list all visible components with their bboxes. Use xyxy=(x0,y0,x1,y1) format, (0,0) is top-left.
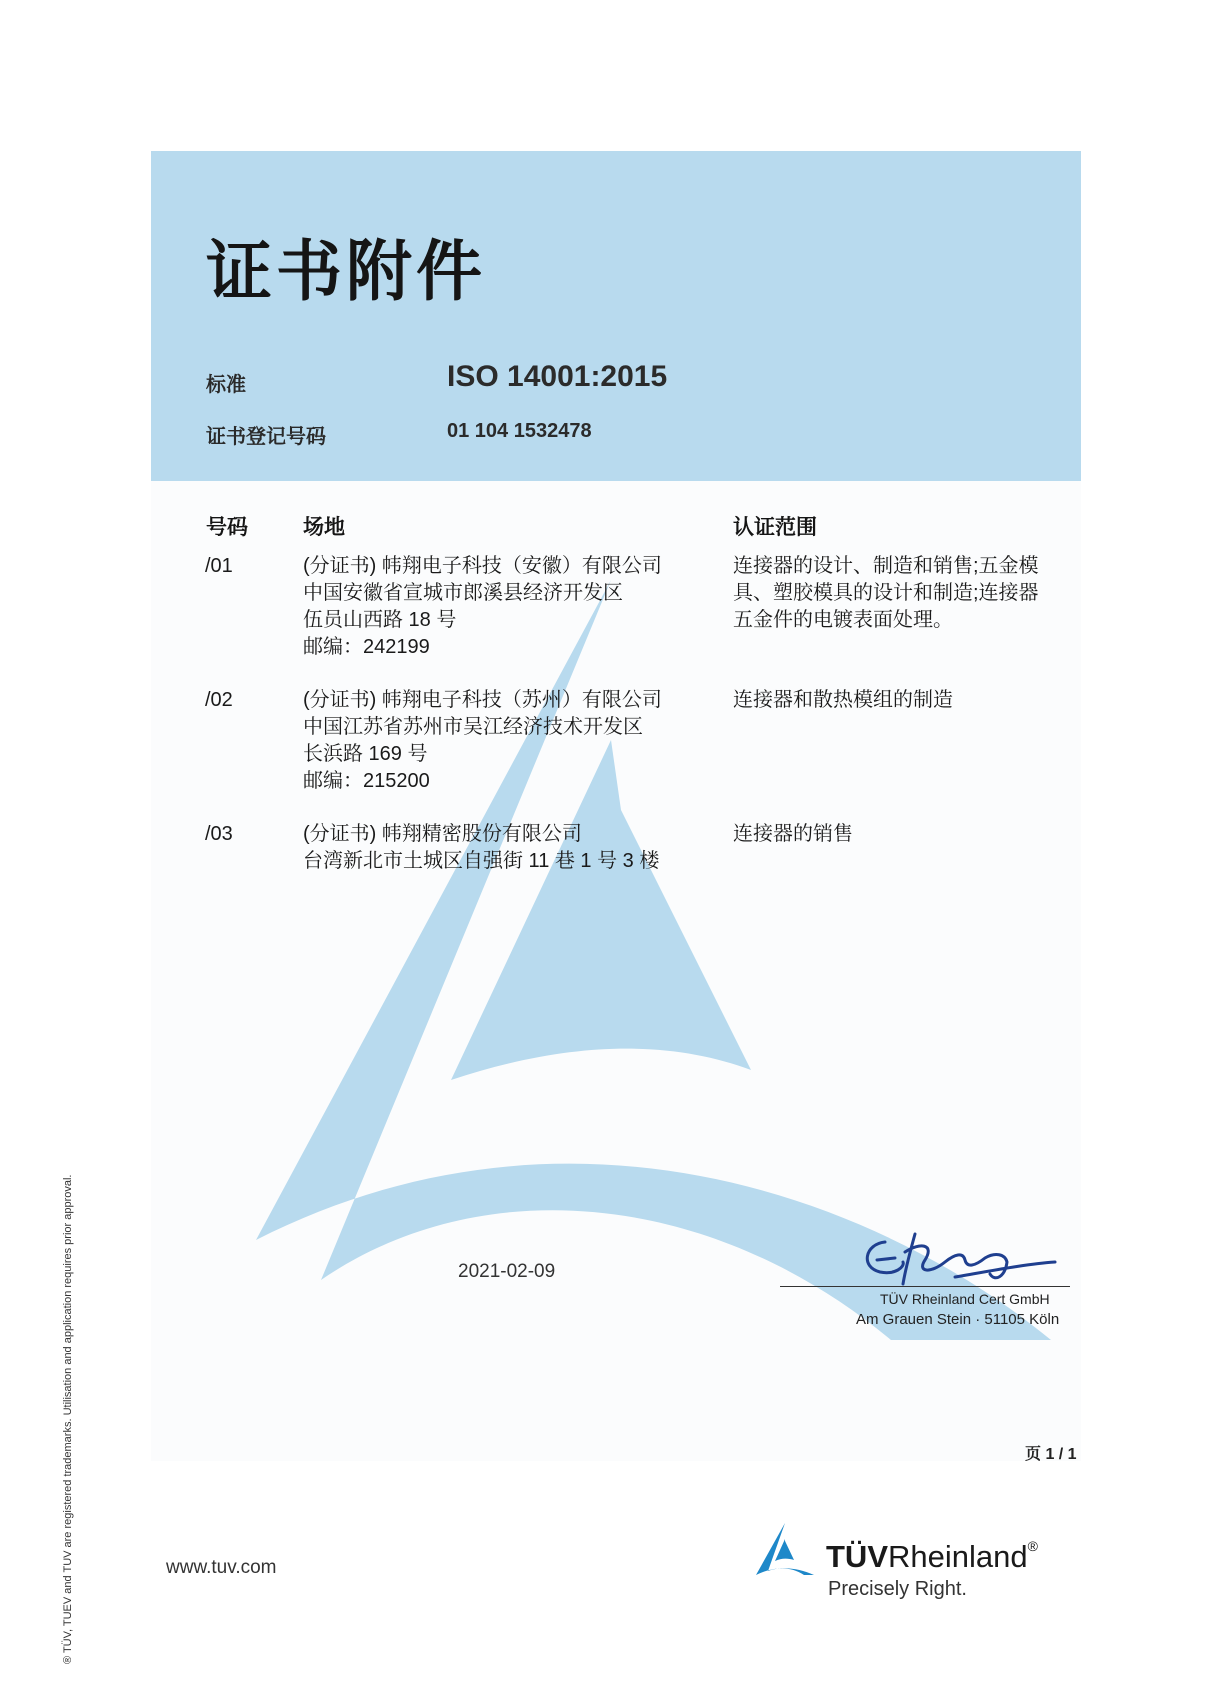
registration-label: 证书登记号码 xyxy=(206,426,326,448)
signature-line xyxy=(780,1286,1070,1287)
scope-text xyxy=(733,821,1073,848)
site-line: 伍员山西路 18 号 xyxy=(303,609,457,631)
registration-number: 01 104 1532478 xyxy=(447,420,592,442)
issuer-name: TÜV Rheinland Cert GmbH xyxy=(880,1291,1050,1307)
issue-date: 2021-02-09 xyxy=(458,1261,556,1282)
tuv-triangle-icon xyxy=(754,1521,816,1577)
scope-line: 具、塑胶模具的设计和制造;连接器 xyxy=(733,582,1039,604)
logo-tagline: Precisely Right. xyxy=(828,1578,967,1600)
scope-text xyxy=(733,553,1073,634)
column-header-site: 场地 xyxy=(303,516,345,539)
column-header-scope: 认证范围 xyxy=(733,516,817,539)
standard-value: ISO 14001:2015 xyxy=(447,360,668,393)
site-line: (分证书) 帏翔精密股份有限公司 xyxy=(303,823,582,845)
column-header-number: 号码 xyxy=(206,516,248,539)
row-number: /01 xyxy=(205,555,233,577)
site-line: 邮编：242199 xyxy=(303,636,430,658)
standard-label: 标准 xyxy=(206,374,246,396)
site-line: 邮编：215200 xyxy=(303,770,430,792)
site-line: 台湾新北市土城区自强街 11 巷 1 号 3 楼 xyxy=(303,850,660,872)
page-number: 页 1 / 1 xyxy=(1025,1446,1077,1463)
site-address xyxy=(303,821,703,875)
scope-line: 连接器的设计、制造和销售;五金模 xyxy=(733,555,1039,577)
scope-text xyxy=(733,687,1073,714)
scope-line: 五金件的电镀表面处理。 xyxy=(733,609,953,631)
site-address xyxy=(303,553,703,661)
page-title: 证书附件 xyxy=(206,234,486,308)
registered-mark: ® xyxy=(1027,1538,1038,1554)
row-number: /03 xyxy=(205,823,233,845)
logo-brand-bold: TÜV xyxy=(826,1539,888,1574)
site-line: (分证书) 帏翔电子科技（安徽）有限公司 xyxy=(303,555,662,577)
signature xyxy=(855,1222,1065,1292)
site-line: 中国安徽省宣城市郎溪县经济开发区 xyxy=(303,582,623,604)
row-number: /02 xyxy=(205,689,233,711)
legal-notice: ® TÜV, TUEV and TUV are registered trademarks. Utilisation and application requires prior approval. xyxy=(62,1174,74,1664)
site-line: (分证书) 帏翔电子科技（苏州）有限公司 xyxy=(303,689,662,711)
site-address xyxy=(303,687,703,795)
logo-wordmark xyxy=(826,1538,1038,1575)
scope-line: 连接器的销售 xyxy=(733,823,853,845)
scope-line: 连接器和散热模组的制造 xyxy=(733,689,953,711)
logo-brand-rest: Rheinland xyxy=(888,1539,1028,1574)
site-line: 中国江苏省苏州市吴江经济技术开发区 xyxy=(303,716,643,738)
website-link[interactable]: www.tuv.com xyxy=(166,1557,277,1578)
issuer-address: Am Grauen Stein · 51105 Köln xyxy=(856,1311,1060,1328)
site-line: 长浜路 169 号 xyxy=(303,743,428,765)
